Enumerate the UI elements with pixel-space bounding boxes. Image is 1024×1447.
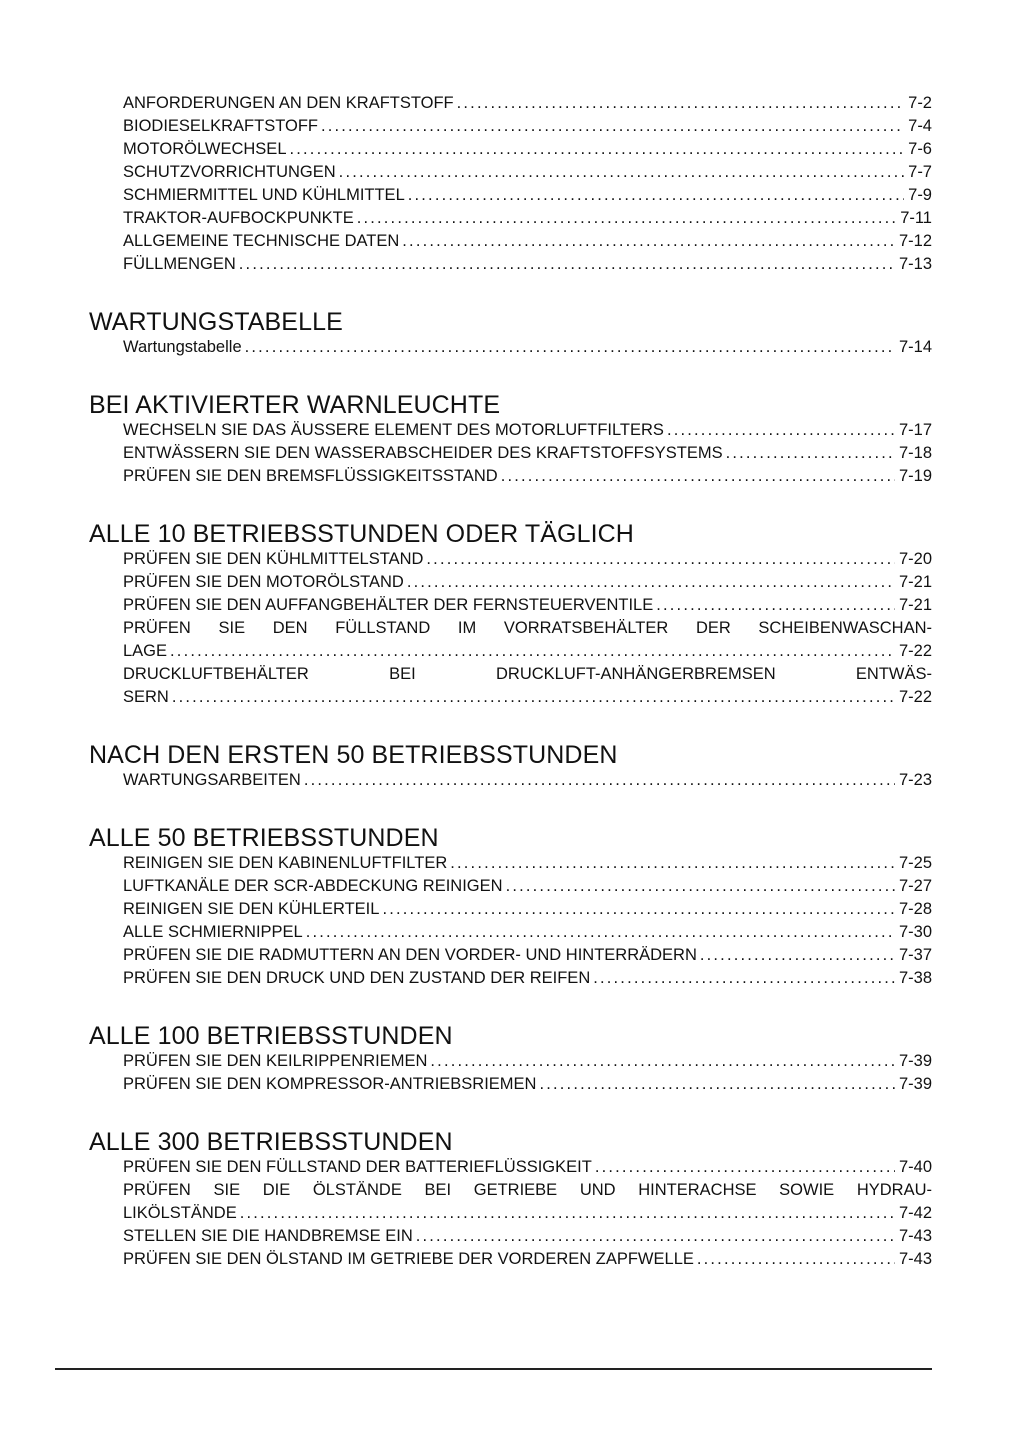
- toc-entry-page: 7-23: [898, 771, 932, 789]
- toc-entry-page: 7-4: [908, 117, 932, 135]
- toc-entry-page: 7-20: [898, 550, 932, 568]
- toc-entry-list: [89, 1050, 932, 1096]
- toc-entry-label: ALLGEMEINE TECHNISCHE DATEN: [123, 232, 400, 250]
- toc-entry-list: [89, 548, 932, 709]
- section-heading: ALLE 50 BETRIEBSSTUNDEN: [89, 824, 439, 852]
- dot-leader: [450, 852, 895, 875]
- toc-entry-row: [123, 1225, 932, 1248]
- toc-section: [89, 392, 932, 488]
- toc-entry-row: [123, 115, 932, 138]
- toc-entry-page: 7-25: [898, 854, 932, 872]
- toc-entry-label: ANFORDERUNGEN AN DEN KRAFTSTOFF: [123, 94, 454, 112]
- section-spacer: [89, 359, 932, 392]
- dot-leader: [170, 640, 895, 663]
- toc-entry-label: PRÜFEN SIE DEN KEILRIPPENRIEMEN: [123, 1052, 428, 1070]
- toc-entry-label: Wartungstabelle: [123, 338, 242, 356]
- toc-entry-row: [123, 1156, 932, 1179]
- dot-leader: [501, 465, 895, 488]
- dot-leader: [239, 253, 895, 276]
- toc-entry-page: 7-2: [908, 94, 932, 112]
- toc-entry-page: 7-30: [898, 923, 932, 941]
- toc-entry-row: [123, 921, 932, 944]
- toc-entry-label: SERN: [123, 688, 169, 706]
- toc-section: [89, 1129, 932, 1271]
- section-heading: ALLE 10 BETRIEBSSTUNDEN ODER TÄGLICH: [89, 520, 634, 548]
- toc-entry-row: [123, 161, 932, 184]
- toc-entry-page: 7-21: [898, 573, 932, 591]
- dot-leader: [240, 1202, 895, 1225]
- toc-entry-page: 7-40: [898, 1158, 932, 1176]
- toc-entry-label: PRÜFEN SIE DEN AUFFANGBEHÄLTER DER FERNSTEUERVENTILE: [123, 596, 654, 614]
- toc-entry-page: 7-42: [898, 1204, 932, 1222]
- dot-leader: [506, 875, 895, 898]
- toc-entry-list: [89, 92, 932, 276]
- toc-entry-label: SCHMIERMITTEL UND KÜHLMITTEL: [123, 186, 405, 204]
- toc-entry-label: ENTWÄSSERN SIE DEN WASSERABSCHEIDER DES KRAFTSTOFFSYSTEMS: [123, 444, 723, 462]
- toc-entry-list: [89, 769, 932, 792]
- toc-entry[interactable]: [123, 1179, 932, 1225]
- toc-entry-page: 7-22: [898, 688, 932, 706]
- dot-leader: [700, 944, 895, 967]
- toc-entry-label: BIODIESELKRAFTSTOFF: [123, 117, 318, 135]
- dot-leader: [402, 230, 895, 253]
- section-spacer: [89, 1096, 932, 1129]
- toc-entry-label: PRÜFEN SIE DEN FÜLLSTAND DER BATTERIEFLÜSSIGKEIT: [123, 1158, 592, 1176]
- toc-entry-row: [123, 769, 932, 792]
- dot-leader: [595, 1156, 895, 1179]
- toc-section: [89, 1023, 932, 1096]
- toc-entry-row: [123, 442, 932, 465]
- dot-leader: [357, 207, 896, 230]
- toc-entry-row: [123, 465, 932, 488]
- toc-entry-label: SCHUTZVORRICHTUNGEN: [123, 163, 336, 181]
- toc-entry-label-line1: DRUCKLUFTBEHÄLTER BEI DRUCKLUFT-ANHÄNGERBREMSEN ENTWÄS-: [123, 665, 932, 683]
- toc-entry-page: 7-11: [900, 209, 932, 227]
- section-heading: ALLE 100 BETRIEBSSTUNDEN: [89, 1022, 453, 1050]
- dot-leader: [726, 442, 895, 465]
- dot-leader: [697, 1248, 895, 1271]
- toc-entry-label: PRÜFEN SIE DEN MOTORÖLSTAND: [123, 573, 404, 591]
- section-spacer: [89, 990, 932, 1023]
- toc-entry[interactable]: [123, 1073, 932, 1096]
- toc-entry-label: WECHSELN SIE DAS ÄUSSERE ELEMENT DES MOTORLUFTFILTERS: [123, 421, 664, 439]
- toc-entry-page: 7-37: [898, 946, 932, 964]
- toc-entry[interactable]: [123, 944, 932, 967]
- toc-entry-label: REINIGEN SIE DEN KÜHLERTEIL: [123, 900, 380, 918]
- dot-leader: [382, 898, 895, 921]
- toc-entry-label: TRAKTOR-AUFBOCKPUNKTE: [123, 209, 354, 227]
- toc-entry[interactable]: [123, 230, 932, 253]
- section-heading: BEI AKTIVIERTER WARNLEUCHTE: [89, 391, 501, 419]
- toc-entry[interactable]: [123, 875, 932, 898]
- toc-entry[interactable]: [123, 769, 932, 792]
- toc-section: [89, 309, 932, 359]
- dot-leader: [416, 1225, 895, 1248]
- toc-entry[interactable]: [123, 138, 932, 161]
- toc-entry-row: [123, 1202, 932, 1225]
- toc-entry-label-line1: PRÜFEN SIE DIE ÖLSTÄNDE BEI GETRIEBE UND HINTERACHSE SOWIE HYDRAU-: [123, 1181, 932, 1199]
- toc-section: [89, 825, 932, 990]
- toc-entry-label: LAGE: [123, 642, 168, 660]
- toc-entry-page: 7-14: [898, 338, 932, 356]
- toc-entry-page: 7-6: [908, 140, 932, 158]
- toc-entry-list: [89, 419, 932, 488]
- toc-entry-row: [123, 230, 932, 253]
- toc-entry-row: [123, 686, 932, 709]
- dot-leader: [539, 1073, 894, 1096]
- toc-entry-label: PRÜFEN SIE DEN KÜHLMITTELSTAND: [123, 550, 424, 568]
- dot-leader: [304, 769, 895, 792]
- toc-entry-label: STELLEN SIE DIE HANDBREMSE EIN: [123, 1227, 413, 1245]
- toc-entry-row: [123, 138, 932, 161]
- footer-rule: [55, 1368, 932, 1370]
- toc-entry[interactable]: [123, 663, 932, 709]
- toc-entry[interactable]: [123, 1248, 932, 1271]
- toc-entry-page: 7-43: [898, 1227, 932, 1245]
- dot-leader: [290, 138, 905, 161]
- section-heading: NACH DEN ERSTEN 50 BETRIEBSSTUNDEN: [89, 741, 618, 769]
- toc-entry[interactable]: [123, 161, 932, 184]
- toc-entry-label: ALLE SCHMIERNIPPEL: [123, 923, 303, 941]
- toc-entry-row: [123, 253, 932, 276]
- toc-entry[interactable]: [123, 336, 932, 359]
- section-spacer: [89, 792, 932, 825]
- toc-entry-list: [89, 336, 932, 359]
- section-heading: ALLE 300 BETRIEBSSTUNDEN: [89, 1128, 453, 1156]
- toc-entry[interactable]: [123, 442, 932, 465]
- dot-leader: [172, 686, 895, 709]
- toc-entry-label: MOTORÖLWECHSEL: [123, 140, 287, 158]
- toc-entry-page: 7-12: [898, 232, 932, 250]
- toc-entry[interactable]: [123, 1225, 932, 1248]
- toc-entry-page: 7-39: [898, 1052, 932, 1070]
- toc-entry[interactable]: [123, 184, 932, 207]
- toc-entry-row: [123, 640, 932, 663]
- toc-entry[interactable]: [123, 921, 932, 944]
- toc-entry-row: [123, 967, 932, 990]
- toc-entry-row: [123, 571, 932, 594]
- toc-entry[interactable]: [123, 115, 932, 138]
- section-heading: WARTUNGSTABELLE: [89, 308, 343, 336]
- toc-entry[interactable]: [123, 465, 932, 488]
- toc-entry-page: 7-17: [898, 421, 932, 439]
- toc-entry-label: REINIGEN SIE DEN KABINENLUFTFILTER: [123, 854, 448, 872]
- toc-entry-row: [123, 898, 932, 921]
- toc-section: [89, 92, 932, 276]
- toc-entry-page: 7-13: [898, 255, 932, 273]
- toc-entry-page: 7-9: [908, 186, 932, 204]
- toc-entry[interactable]: [123, 898, 932, 921]
- toc-entry[interactable]: [123, 967, 932, 990]
- toc-entry-page: 7-27: [898, 877, 932, 895]
- toc-entry-page: 7-7: [908, 163, 932, 181]
- dot-leader: [245, 336, 895, 359]
- toc-entry-row: [123, 594, 932, 617]
- toc-entry-row: [123, 944, 932, 967]
- dot-leader: [407, 571, 895, 594]
- toc-entry-label: PRÜFEN SIE DEN BREMSFLÜSSIGKEITSSTAND: [123, 467, 498, 485]
- toc-section: [89, 521, 932, 709]
- dot-leader: [656, 594, 895, 617]
- toc-entry[interactable]: [123, 253, 932, 276]
- section-spacer: [89, 276, 932, 309]
- toc-entry-row: [123, 92, 932, 115]
- dot-leader: [426, 548, 895, 571]
- toc-entry-row: [123, 1248, 932, 1271]
- toc-entry[interactable]: [123, 571, 932, 594]
- toc-entry-label: WARTUNGSARBEITEN: [123, 771, 301, 789]
- dot-leader: [457, 92, 905, 115]
- toc-entry-label: LUFTKANÄLE DER SCR-ABDECKUNG REINIGEN: [123, 877, 503, 895]
- toc-entry-page: 7-43: [898, 1250, 932, 1268]
- toc-entry[interactable]: [123, 1156, 932, 1179]
- toc-entry-page: 7-38: [898, 969, 932, 987]
- dot-leader: [321, 115, 904, 138]
- toc-entry[interactable]: [123, 617, 932, 663]
- toc-entry-label: PRÜFEN SIE DEN KOMPRESSOR-ANTRIEBSRIEMEN: [123, 1075, 537, 1093]
- dot-leader: [339, 161, 904, 184]
- dot-leader: [430, 1050, 895, 1073]
- toc-entry-page: 7-22: [898, 642, 932, 660]
- table-of-contents: [89, 92, 932, 1271]
- section-spacer: [89, 488, 932, 521]
- toc-entry-row: [123, 419, 932, 442]
- toc-entry[interactable]: [123, 419, 932, 442]
- toc-entry-label: FÜLLMENGEN: [123, 255, 236, 273]
- toc-entry-page: 7-18: [898, 444, 932, 462]
- toc-entry[interactable]: [123, 548, 932, 571]
- toc-entry-page: 7-21: [898, 596, 932, 614]
- toc-entry-list: [89, 1156, 932, 1271]
- toc-entry-label: LIKÖLSTÄNDE: [123, 1204, 237, 1222]
- toc-entry-row: [123, 1050, 932, 1073]
- toc-entry-label: PRÜFEN SIE DIE RADMUTTERN AN DEN VORDER- UND HINTERRÄDERN: [123, 946, 697, 964]
- toc-entry-row: [123, 548, 932, 571]
- toc-entry-label: PRÜFEN SIE DEN ÖLSTAND IM GETRIEBE DER VORDEREN ZAPFWELLE: [123, 1250, 694, 1268]
- toc-entry[interactable]: [123, 207, 932, 230]
- toc-section: [89, 742, 932, 792]
- toc-entry[interactable]: [123, 594, 932, 617]
- toc-entry-label-line1: PRÜFEN SIE DEN FÜLLSTAND IM VORRATSBEHÄLTER DER SCHEIBENWASCHAN-: [123, 619, 932, 637]
- toc-entry-row: [123, 184, 932, 207]
- dot-leader: [667, 419, 895, 442]
- toc-entry-row: [123, 852, 932, 875]
- toc-entry[interactable]: [123, 92, 932, 115]
- toc-entry-label: PRÜFEN SIE DEN DRUCK UND DEN ZUSTAND DER REIFEN: [123, 969, 591, 987]
- toc-entry-page: 7-28: [898, 900, 932, 918]
- toc-entry-list: [89, 852, 932, 990]
- toc-entry[interactable]: [123, 852, 932, 875]
- toc-entry[interactable]: [123, 1050, 932, 1073]
- toc-entry-page: 7-19: [898, 467, 932, 485]
- toc-entry-row: [123, 336, 932, 359]
- dot-leader: [593, 967, 895, 990]
- toc-entry-row: [123, 875, 932, 898]
- toc-entry-row: [123, 1073, 932, 1096]
- toc-entry-row: [123, 207, 932, 230]
- dot-leader: [408, 184, 904, 207]
- toc-entry-page: 7-39: [898, 1075, 932, 1093]
- dot-leader: [306, 921, 895, 944]
- section-spacer: [89, 709, 932, 742]
